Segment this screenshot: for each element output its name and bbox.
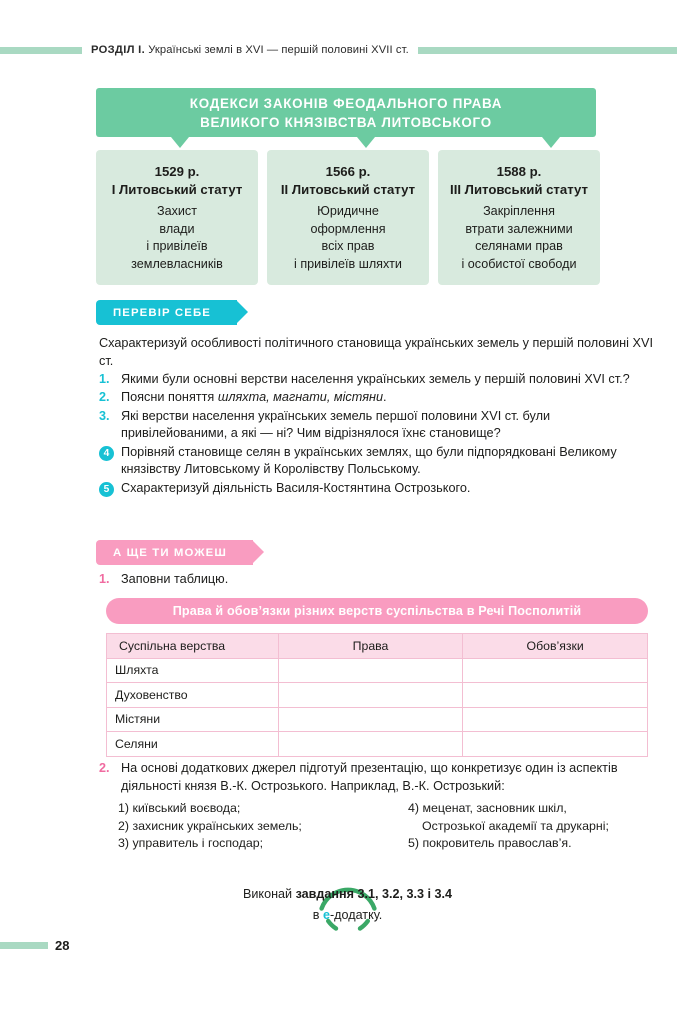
e-app-task-numbers: завдання 3.1, 3.2, 3.3 і 3.4 <box>295 887 452 901</box>
chapter-label: РОЗДІЛ I. <box>91 44 145 56</box>
check-yourself-ribbon <box>96 300 237 325</box>
table-header-cell: Суспільна верства <box>107 634 279 659</box>
sublist-item: 1) київський воєвода; <box>118 801 241 815</box>
statute-box-group <box>96 150 600 285</box>
statute-box <box>267 150 429 285</box>
check-yourself-label: ПЕРЕВІР СЕБЕ <box>113 306 211 319</box>
sublist-item: 3) управитель і господар; <box>118 836 264 851</box>
table-row <box>107 707 648 732</box>
question-number-badge <box>99 444 121 462</box>
question-text: Схарактеризуй діяльність Василя-Костянтина Острозького. <box>121 480 471 495</box>
sublist-item: 4) меценат, засновник шкіл, <box>408 801 567 815</box>
sublist-item: 2) захисник українських земель; <box>118 818 302 833</box>
question-number-badge <box>99 480 121 498</box>
fill-in-table <box>106 633 648 757</box>
chapter-title: Українські землі в XVI — першій половині XVII ст. <box>148 44 409 56</box>
you-can-also-ribbon <box>96 540 253 565</box>
sublist-item: 5) покровитель православ’я. <box>408 836 572 851</box>
table-cell-estate: Духовенство <box>107 683 279 708</box>
scheme-title-line1: КОДЕКСИ ЗАКОНІВ ФЕОДАЛЬНОГО ПРАВА <box>189 95 503 111</box>
statute-box <box>96 150 258 285</box>
table-cell-estate: Селяни <box>107 732 279 757</box>
sublist-item-continuation: Острозької академії та друкарні; <box>422 818 609 833</box>
task-text: Заповни таблицю. <box>121 572 229 586</box>
task-2-sublists <box>118 800 658 853</box>
table-title: Права й обов’язки різних верств суспільства в Речі Посполитій <box>106 598 648 624</box>
statute-name: II Литовський статут <box>280 181 416 197</box>
statute-name: III Литовський статут <box>450 181 588 197</box>
question-terms-italic: шляхта, магнати, містяни <box>217 390 384 405</box>
footer-rule <box>0 942 48 949</box>
e-app-line-2 <box>0 908 695 922</box>
scheme-title <box>96 88 596 137</box>
table-cell-estate: Містяни <box>107 707 279 732</box>
table-cell-rights[interactable] <box>278 707 463 732</box>
e-app-line-1 <box>0 887 695 901</box>
e-app-prefix: Виконай <box>242 887 296 901</box>
e-app-accent-letter: e <box>322 908 330 922</box>
task-number: 1. <box>99 572 110 586</box>
question-text: Якими були основні верстви населення українських земель у першій половині XVI ст.? <box>121 372 630 386</box>
sublist-column-right <box>408 800 658 853</box>
table-row <box>107 732 648 757</box>
table-cell-duties[interactable] <box>463 707 648 732</box>
connector-arrow-1 <box>171 137 189 148</box>
question-text: Які верстви населення українських земель першої половини XVI ст. були привілейованими, а які — ні? Чим відрізнялося їхнє становище? <box>121 408 551 441</box>
task-number: 2. <box>99 761 110 775</box>
table-row <box>107 683 648 708</box>
task-1 <box>99 572 655 586</box>
scheme-title-line2: ВЕЛИКОГО КНЯЗІВСТВА ЛИТОВСЬКОГО <box>200 114 492 130</box>
table-header-cell: Права <box>278 634 463 659</box>
table-header-cell: Обов’язки <box>463 634 648 659</box>
you-can-also-label: А ЩЕ ТИ МОЖЕШ <box>113 546 227 559</box>
table-cell-rights[interactable] <box>278 683 463 708</box>
question-item <box>99 408 655 444</box>
connector-arrow-2 <box>357 137 375 148</box>
header-text <box>91 44 409 56</box>
statute-name: I Литовський статут <box>111 181 243 197</box>
e-app-callout <box>0 866 695 938</box>
question-text <box>121 389 655 407</box>
question-text: Порівняй становище селян в українських землях, що були підпорядковані Великому князівству Литовському й Королівству Польському. <box>121 444 617 477</box>
statute-year: 1566 р. <box>325 164 371 179</box>
check-yourself-intro: Схарактеризуй особливості політичного становища українських земель у першій половині XVI ст. <box>99 336 653 368</box>
question-text-after: . <box>383 390 387 405</box>
check-yourself-question-list <box>99 371 655 498</box>
question-number: 3. <box>99 408 110 423</box>
statute-box <box>438 150 600 285</box>
statute-year: 1529 р. <box>154 164 200 179</box>
e-app-line2-prefix: в <box>312 908 323 922</box>
question-item <box>99 389 655 407</box>
header-rule-left <box>0 47 82 54</box>
table-header-row <box>107 634 648 659</box>
header-rule-right <box>418 47 677 54</box>
task-2 <box>99 760 655 796</box>
question-item <box>99 480 655 498</box>
running-header <box>0 44 695 56</box>
question-item <box>99 371 655 389</box>
table-cell-duties[interactable] <box>463 732 648 757</box>
page-footer <box>0 938 69 953</box>
question-number: 1. <box>99 372 110 386</box>
table-cell-duties[interactable] <box>463 658 648 683</box>
table-cell-estate: Шляхта <box>107 658 279 683</box>
statute-year: 1588 р. <box>496 164 542 179</box>
question-number: 2. <box>99 390 110 405</box>
e-app-line2-suffix: -додатку. <box>329 908 383 922</box>
circular-arc-icon <box>312 868 381 934</box>
table-cell-rights[interactable] <box>278 658 463 683</box>
question-number: 5 <box>99 482 114 497</box>
table-cell-rights[interactable] <box>278 732 463 757</box>
statute-description: Захист влади і привілеїв землевласників <box>131 204 223 271</box>
question-number: 4 <box>99 446 114 461</box>
question-item <box>99 444 655 480</box>
statute-description: Закріплення втрати залежними селянами прав і особистої свободи <box>461 204 577 271</box>
table-row <box>107 658 648 683</box>
task-text: На основі додаткових джерел підготуй презентацію, що конкретизує один із аспектів діяльності князя В.-К. Острозького. Наприклад, В.-К. Острозький: <box>121 761 618 793</box>
table-cell-duties[interactable] <box>463 683 648 708</box>
statute-description: Юридичне оформлення всіх прав і привілеїв шляхти <box>294 204 402 271</box>
question-text-before: Поясни поняття <box>121 390 218 405</box>
connector-arrow-3 <box>542 137 560 148</box>
page-number: 28 <box>55 938 70 953</box>
sublist-column-left <box>118 800 408 853</box>
